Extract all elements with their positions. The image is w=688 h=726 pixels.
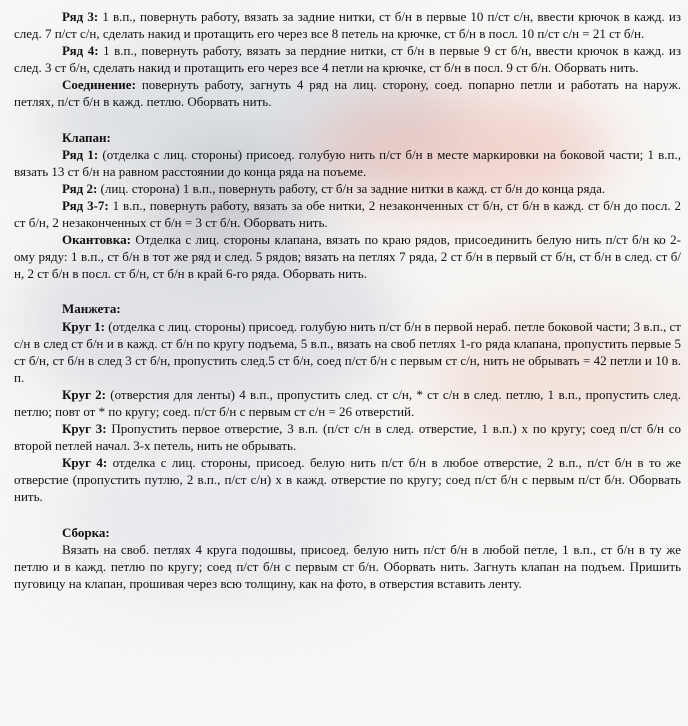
sole-row-4: Ряд 4: 1 в.п., повернуть работу, вязать за пердние нитки, ст б/н в первые 9 ст б/н, ввести крючок в кажд. из след. 3 ст б/н, сделать накид и протащить его через все 4 петли на крючке, ст б/н в посл. 9 ст б/н. Оборвать нить. (14, 43, 681, 76)
cuff-round-1: Круг 1: (отделка с лиц. стороны) присоед. голубую нить п/ст б/н в первой нераб. петле боковой части; 3 в.п., ст с/н в след ст б/н и в кажд. ст б/н по кругу подъема, 5 в.п., вязать на своб петлях 1-го ряда клапана, пропустить первые 5 ст б/н, ст б/н в след 3 ст б/н, пропустить след.5 ст б/н, соед п/ст б/н с первым ст с/н, нить не обрывать = 42 петли и 10 в. п. (14, 318, 681, 385)
sole-joining: Соединение: повернуть работу, загнуть 4 ряд на лиц. сторону, соед. попарно петли и работать на наруж. петлях, п/ст б/н в кажд. петлю. Оборвать нить. (14, 77, 681, 110)
flap-edging: Окантовка: Отделка с лиц. стороны клапана, вязать по краю рядов, присоединить белую нить п/ст б/н ко 2-ому ряду: 1 в.п., ст б/н в тот же ряд и след. 5 рядов; вязать на петлях 7 ряда, 2 ст б/н в первый ст б/н, ст б/н в след. ст б/н, 2 ст б/н в посл. ст б/н, ст б/н в край 6-го ряда. Оборвать нить. (14, 232, 681, 282)
cuff-round-2: Круг 2: (отверстия для ленты) 4 в.п., пропустить след. ст с/н, * ст с/н в след. петлю, 1 в.п., пропустить след. петлю; повт от * по кругу; соед. п/ст б/н с первым ст с/н = 26 отверстий. (14, 386, 681, 419)
flap-title: Клапан: (62, 129, 111, 145)
assembly-text: Вязать на своб. петлях 4 круга подошвы, присоед. белую нить п/ст б/н в любой петле, 1 в.п., ст б/н в ту же петлю и в кажд. петлю по кругу; соед п/ст б/н с первым ст б/н. Оборвать нить. Загнуть клапан на подъем. Пришить пуговицу на клапан, прошивая через всю толщину, как на фото, в отверстия вставить ленту. (14, 541, 681, 591)
cuff-round-4: Круг 4: отделка с лиц. стороны, присоед. белую нить п/ст б/н в любое отверстие, 2 в.п., п/ст б/н в то же отверстие (пропустить путлю, 2 в.п., п/ст с/н) х в кажд. отверстие по кругу; соед п/ст б/н с первым п/ст б/н. Оборвать нить. (14, 455, 681, 505)
flap-row-2: Ряд 2: (лиц. сторона) 1 в.п., повернуть работу, ст б/н за задние нитки в кажд. ст б/н до конца ряда. (62, 180, 606, 196)
cuff-title: Манжета: (62, 301, 121, 317)
sole-row-3: Ряд 3: 1 в.п., повернуть работу, вязать за задние нитки, ст б/н в первые 10 п/ст с/н, ввести крючок в кажд. из след. 7 п/ст с/н, сделать накид и протащить его через все 8 петель на крючке, ст б/н в посл. 10 п/ст с/н = 21 ст б/н. (14, 9, 682, 42)
cuff-round-3: Круг 3: Пропустить первое отверстие, 3 в.п. (п/ст с/н в след. отверстие, 1 в.п.) х по кругу; соед п/ст б/н со второй петлей начал. 3-х петель, нить не обрывать. (14, 421, 682, 454)
flap-rows-3-7: Ряд 3-7: 1 в.п., повернуть работу, вязать за обе нитки, 2 незаконченных ст б/н, ст б/н в кажд. ст б/н до посл. 2 ст б/н, 2 незаконченных ст б/н = 3 ст б/н. Оборвать нить. (14, 197, 681, 231)
flap-row-1: Ряд 1: (отделка с лиц. стороны) присоед. голубую нить п/ст б/н в месте маркировки на боковой части; 1 в.п., вязать 13 ст б/н на равном расстоянии до конца ряда на поъеме. (14, 146, 681, 179)
assembly-title: Сборка: (62, 524, 110, 540)
